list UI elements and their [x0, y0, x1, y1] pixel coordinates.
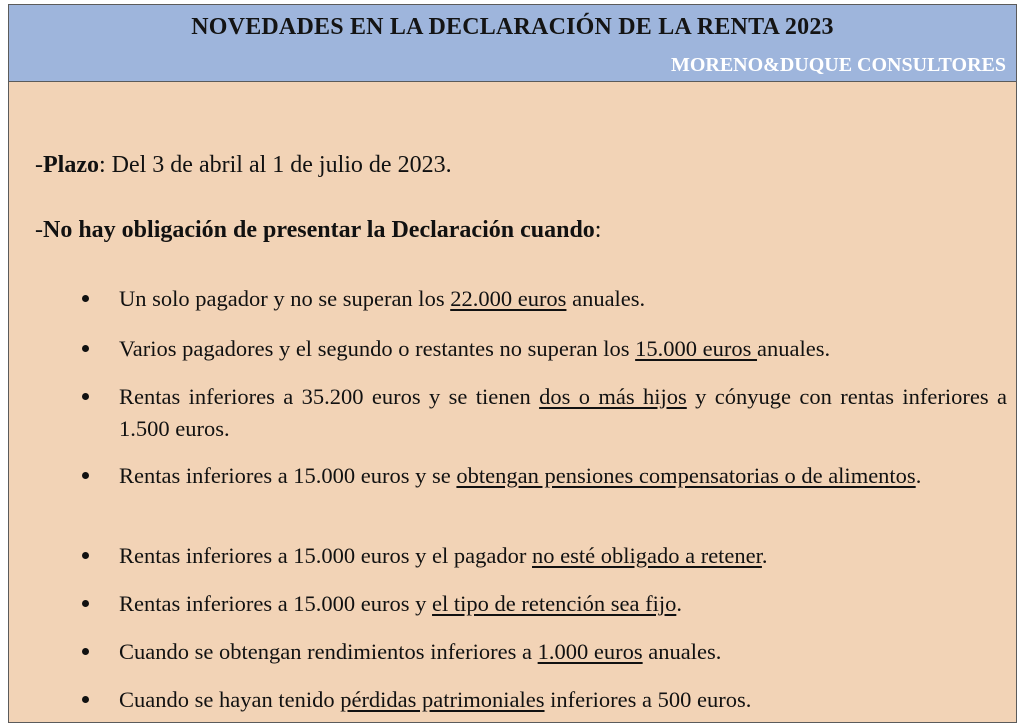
deadline-label: Plazo: [43, 152, 99, 178]
exemption-dash: -: [35, 217, 43, 243]
bullet-icon: [82, 345, 89, 352]
list-item: [119, 381, 1007, 445]
list-item-text-start: Rentas inferiores a 15.000 euros y: [119, 591, 433, 616]
list-item-text-end: .: [915, 463, 922, 488]
list-item-text-start: Rentas inferiores a 15.000 euros y se: [119, 463, 457, 488]
exemption-heading: [35, 217, 601, 244]
list-item-highlight: 22.000 euros: [450, 286, 567, 311]
company-name: MORENO&DUQUE CONSULTORES: [670, 54, 1006, 76]
list-item-text-end: anuales.: [757, 336, 831, 361]
list-item: [119, 684, 1007, 716]
bullet-icon: [82, 552, 89, 559]
list-item-text-start: Cuando se obtengan rendimientos inferiores a: [119, 639, 538, 664]
bullet-icon: [82, 295, 89, 302]
document-body: [9, 82, 1016, 722]
exemption-label: No hay obligación de presentar la Declaración cuando: [43, 217, 595, 243]
list-item-highlight: 1.000 euros: [537, 639, 643, 664]
list-item-highlight: dos o más hijos: [539, 384, 687, 409]
list-item-highlight: el tipo de retención sea fijo: [432, 591, 677, 616]
bullet-icon: [82, 648, 89, 655]
deadline-paragraph: [35, 152, 452, 179]
deadline-text: : Del 3 de abril al 1 de julio de 2023.: [98, 152, 452, 178]
list-item-text-end: inferiores a 500 euros.: [544, 687, 752, 712]
list-item-text-end: .: [676, 591, 682, 616]
list-item: [119, 636, 1007, 668]
list-item-highlight: obtengan pensiones compensatorias o de alimentos: [456, 463, 916, 488]
list-item: [119, 283, 1007, 315]
bullet-icon: [82, 393, 89, 400]
list-item: [119, 540, 1007, 572]
list-item-text: [119, 283, 1007, 315]
list-item-text-start: Un solo pagador y no se superan los: [119, 286, 451, 311]
list-item-highlight: 15.000 euros: [635, 336, 758, 361]
exemption-colon: :: [594, 217, 602, 243]
list-item-text-end: .: [761, 543, 768, 568]
list-item: [119, 333, 1007, 365]
list-item: [119, 588, 1007, 620]
document-title: NOVEDADES EN LA DECLARACIÓN DE LA RENTA 2023: [191, 14, 834, 40]
list-item-text: [119, 540, 1007, 572]
list-item-text-end: anuales.: [566, 286, 646, 311]
list-item-text: [119, 381, 1007, 445]
list-item-highlight: no esté obligado a retener: [532, 543, 762, 568]
document-header: [9, 5, 1016, 82]
list-item-text-start: Rentas inferiores a 15.000 euros y el pagador: [119, 543, 532, 568]
list-item-text-end: anuales.: [642, 639, 722, 664]
list-item-text: [119, 684, 1007, 716]
list-item-text: [119, 460, 1007, 492]
list-item-highlight: pérdidas patrimoniales: [340, 687, 545, 712]
bullet-icon: [82, 600, 89, 607]
bullet-icon: [82, 696, 89, 703]
list-item-text-end: y cónyuge con rentas inferiores a 1.500 euros.: [119, 384, 1007, 441]
list-item-text: [119, 588, 1007, 620]
list-item: [119, 460, 1007, 492]
list-item-text: [119, 333, 1007, 365]
list-item-text-start: Rentas inferiores a 35.200 euros y se tienen: [119, 384, 540, 409]
list-item-text: [119, 636, 1007, 668]
deadline-dash: -: [35, 152, 43, 178]
document-frame: [8, 4, 1017, 723]
list-item-text-start: Cuando se hayan tenido: [119, 687, 341, 712]
bullet-icon: [82, 472, 89, 479]
list-item-text-start: Varios pagadores y el segundo o restantes no superan los: [119, 336, 636, 361]
